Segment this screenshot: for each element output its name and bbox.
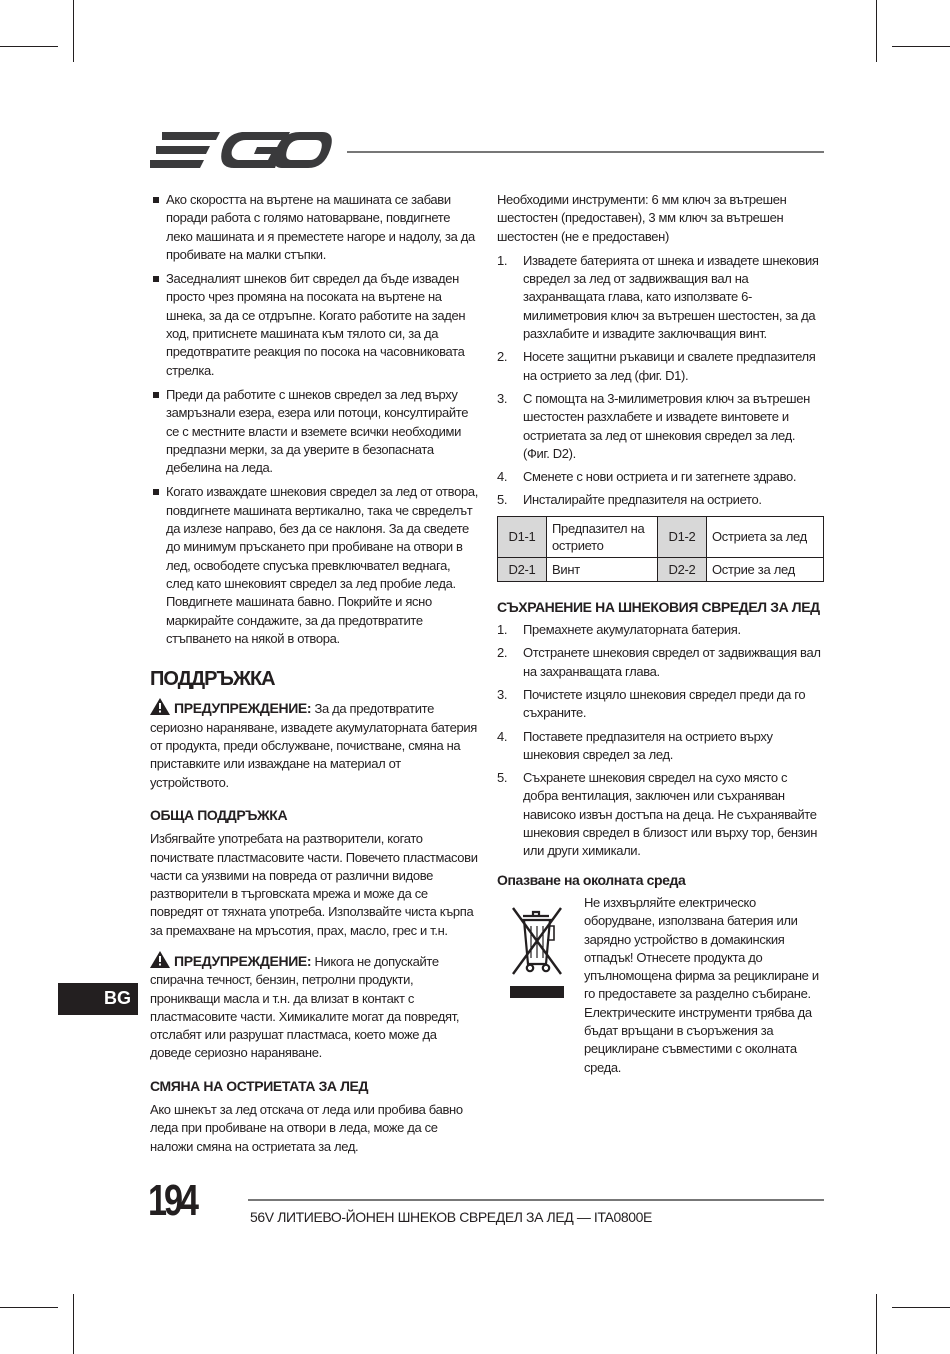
list-item: 3. Почистете изцяло шнековия свредел преди да го съхраните. [497,686,806,721]
ego-logo [150,130,332,170]
header-rule [347,151,824,153]
footer-rule [248,1199,824,1201]
language-tab-label: BG [104,988,131,1008]
list-item: Ако скоростта на въртене на машината се забави поради работа с голямо натоварване, повдигнете леко машината и я преместете нагоре и надолу, за да пробивате на малки стъпки. [150,191,478,264]
storage-heading: СЪХРАНЕНИЕ НА ШНЕКОВИЯ СВРЕДЕЛ ЗА ЛЕД [497,598,820,615]
list-item: 1. Премахнете акумулаторната батерия. [497,622,741,638]
weee-bin-icon [507,902,567,1000]
crop-mark [0,1307,58,1308]
list-item: Заседналият шнеков бит свредел да бъде изваден просто чрез промяна на посоката на въртене на шнека, за да се отдръпне. Когато работите на заден ход, притиснете машината към тялото си, за да предотвратите реакция по посока на часовниковата стрелка. [150,270,478,380]
table-cell: Остриета за лед [707,516,824,557]
general-maintenance-heading: ОБЩА ПОДДРЪЖКА [150,806,288,823]
warning-block [150,698,478,791]
environment-block [497,894,824,1077]
list-item: 5. Инсталирайте предпазителя на острието. [497,492,762,508]
crop-mark [73,0,74,62]
page-number: 194 [148,1176,196,1225]
list-item: 2. Отстранете шнековия свредел от задвижващия вал на захранващата глава. [497,645,821,679]
table-cell: Острие за лед [707,557,824,581]
warning-title: ПРЕДУПРЕЖДЕНИЕ: [174,700,312,717]
crop-mark [73,1294,74,1354]
parts-table [497,516,824,582]
list-item: Когато изваждате шнековия свредел за лед от отвора, повдигнете машината вертикално, така че свределът да излезе направо, без да се наклоня. За да сведете до минимум пръскането при пробиване на отвори в лед, освободете спусъка превключвател веднага, след като шнековият свредел за лед пробие леда. Повдигнете машината бавно. Покрийте и ясно маркирайте сондажите, за да предотвратите стъпването на някой в отвора. [150,483,478,648]
footer-product-title: 56V ЛИТИЕВО-ЙОНЕН ШНЕКОВ СВРЕДЕЛ ЗА ЛЕД — ITA0800E [250,1209,652,1225]
warning-text: За да предотвратите сериозно нараняване, извадете акумулаторната батерия от продукта, преди обслужване, почистване, смяна на приставките или изваждане на материал от устройството. [150,701,477,790]
crop-mark [876,0,877,62]
list-item: Преди да работите с шнеков свредел за лед върху замръзнали езера, езера или потоци, консултирайте се с местните власти и вземете всички необходими предпазни мерки, за да уверите в безопасната дебелина на леда. [150,386,478,477]
blade-replacement-text: Ако шнекът за лед отскача от леда или пробива бавно леда при пробиване на отвори в леда, може да се наложи смяна на остриетата за лед. [150,1102,463,1154]
right-column [497,191,824,1077]
tools-required: Необходими инструменти: 6 мм ключ за вътрешен шестостен (предоставен), 3 мм ключ за вътрешен шестостен (не е предоставен) [497,192,787,244]
table-cell: D2-1 [498,557,547,581]
crop-mark [876,1294,877,1354]
environment-text: Не изхвърляйте електрическо оборудване, използвана батерия или зарядно устройство в домакинския отпадък! Отнесете продукта до упълномощена фирма за рециклиране и го предоставете за разделно събиране. Електрическите инструменти трябва да бъдат връщани в съоръжения за рециклиране съвместими с околната среда. [584,894,819,1075]
list-item: 2. Носете защитни ръкавици и свалете предпазителя на острието за лед (фиг. D1). [497,349,816,383]
warning-text: Никога не допускайте спирачна течност, бензин, петролни продукти, проникващи масла и т.н. да влизат в контакт с пластмасовите части. Химикалите могат да повредят, отслабят или разрушат пластмаса, което може да доведе сериозно нараняване. [150,953,460,1061]
list-item: 1. Извадете батерията от шнека и извадете шнековия свредел за лед от задвижващия вал на захранващата глава, като използвате 6-милиметровия ключ за вътрешен шестостен, за да разхлабите и извадите заключващия винт. [497,252,819,342]
table-row [498,516,824,557]
table-cell: Предпазител на острието [547,516,658,557]
table-cell: Винт [547,557,658,581]
blade-replacement-heading: СМЯНА НА ОСТРИЕТАТА ЗА ЛЕД [150,1077,369,1094]
warning-icon [150,951,170,968]
general-maintenance-text: Избягвайте употребата на разтворители, когато почиствате пластмасовите части. Повечето пластмасови части са уязвими на повреда от различни видове разтворители в търговската мрежа и може да се повредят от тяхната употреба. Използвайте чиста кърпа за премахване на мръсотия, прах, масло, грес и т.н. [150,831,478,938]
list-item: 5. Съхранете шнековия свредел на сухо място с добра вентилация, заключен или съхраняван нависоко извън достъпа на деца. Не съхранявайте шнековия свредел в близост или върху тор, бензин или други химикали. [497,770,818,859]
crop-mark [892,46,950,47]
warning-block [150,951,478,1063]
table-cell: D1-2 [658,516,707,557]
crop-mark [0,46,58,47]
left-column [150,191,478,1156]
language-tab [58,983,138,1015]
maintenance-heading: ПОДДРЪЖКА [150,668,275,691]
list-item: 4. Сменете с нови остриета и ги затегнете здраво. [497,469,797,485]
warning-title: ПРЕДУПРЕЖДЕНИЕ: [174,952,312,969]
list-item: 3. С помощта на 3-милиметровия ключ за вътрешен шестостен разхлабете и извадете винтовете и остриетата за лед от шнековия свредел за лед. (Фиг. D2). [497,390,810,461]
table-cell: D2-2 [658,557,707,581]
list-item: 4. Поставете предпазителя на острието върху шнековия свредел за лед. [497,728,773,762]
table-row [498,557,824,581]
warning-icon [150,698,170,715]
crop-mark [892,1307,950,1308]
environment-heading: Опазване на околната среда [497,871,686,888]
table-cell: D1-1 [498,516,547,557]
